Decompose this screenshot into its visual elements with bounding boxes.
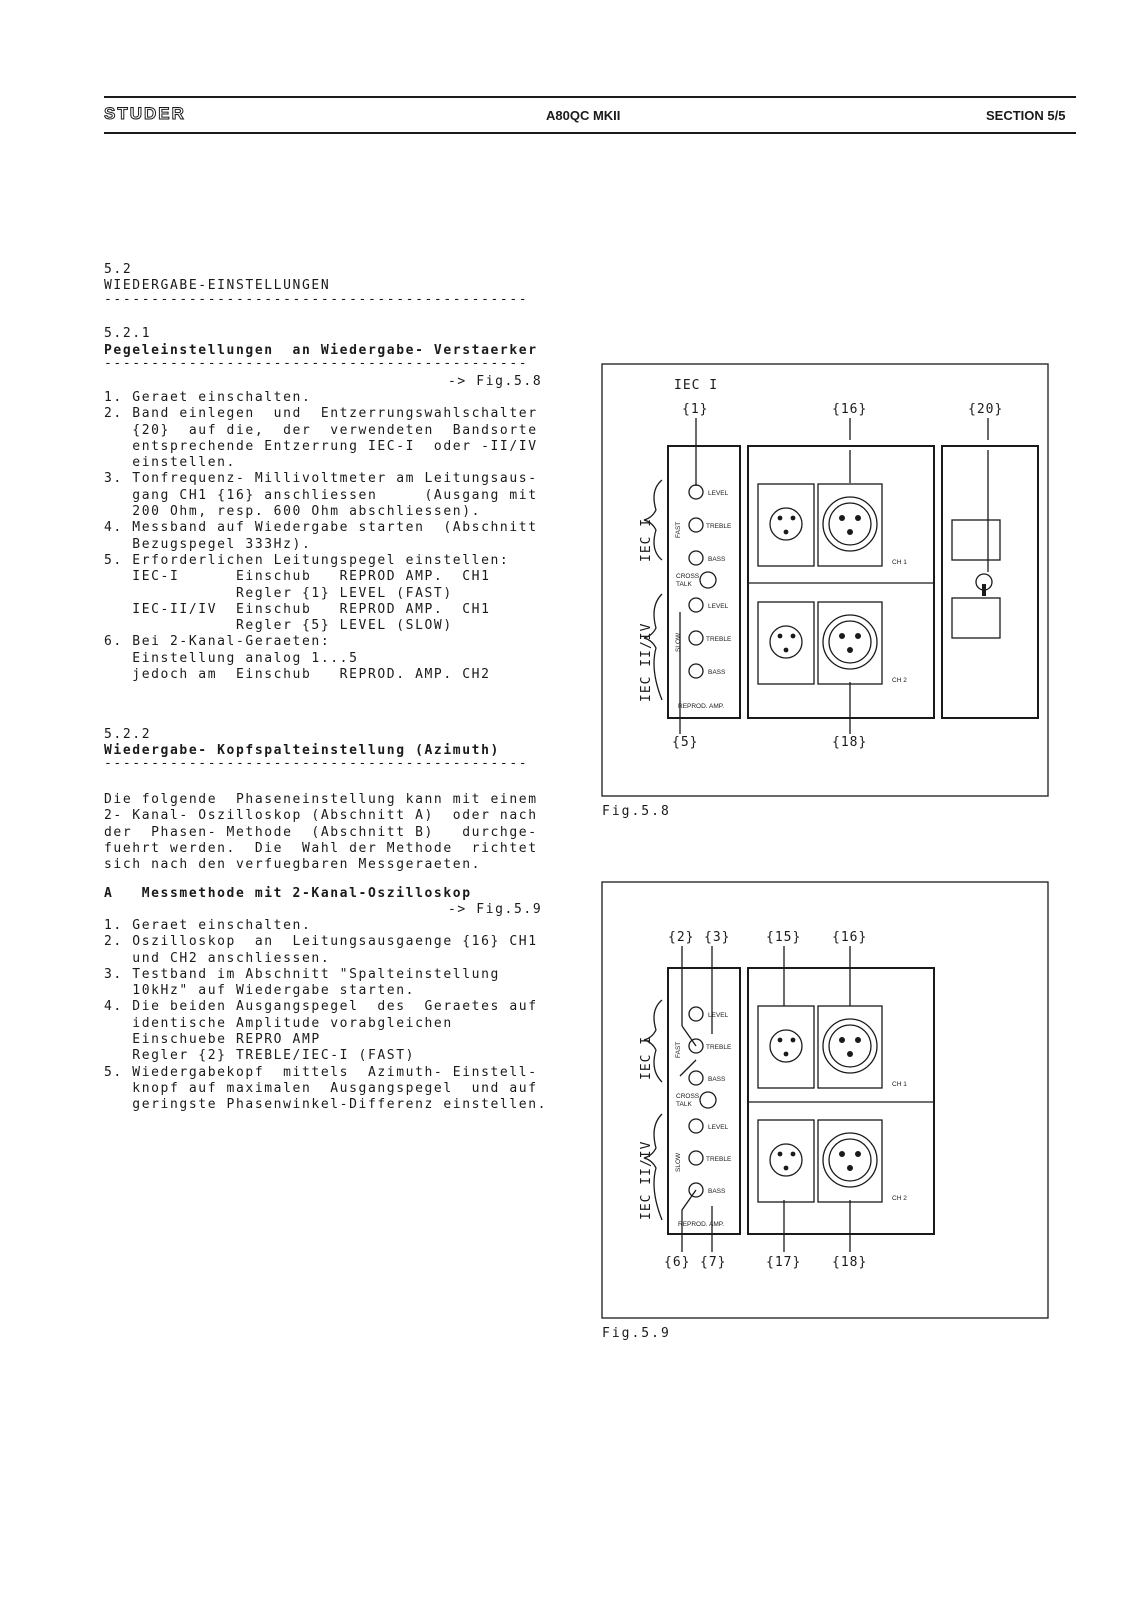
section-52-title: WIEDERGABE-EINSTELLUNGEN (104, 278, 331, 293)
callout-5: {5} (672, 735, 699, 750)
cross-label: CROSS (676, 1093, 700, 1100)
callout-16: {16} (832, 930, 868, 945)
callout-2: {2} (668, 930, 695, 945)
bass-label: BASS (708, 1076, 726, 1083)
slow-label: SLOW (675, 632, 682, 652)
callout-16: {16} (832, 402, 868, 417)
side-label-iec-ii-iv: IEC II/IV (639, 1140, 654, 1220)
step-line: und CH2 anschliessen. (104, 950, 331, 966)
level-label: LEVEL (708, 490, 729, 497)
reprod-amp-label: REPROD. AMP. (678, 703, 725, 710)
bass-label: BASS (708, 669, 726, 676)
step-line: 200 Ohm, resp. 600 Ohm abschliessen). (104, 504, 482, 520)
figure-5-9 (600, 880, 1052, 1322)
step-line: 1. Geraet einschalten. (104, 390, 312, 405)
section-52-number: 5.2 (104, 262, 133, 277)
treble-label: TREBLE (706, 636, 732, 643)
figure-5-8 (600, 362, 1052, 800)
section-label: SECTION 5/5 (986, 108, 1066, 123)
callout-15: {15} (766, 930, 802, 945)
step-line: 5. Erforderlichen Leitungspegel einstellen: (104, 552, 510, 568)
step-line: Regler {2} TREBLE/IEC-I (FAST) (104, 1048, 416, 1064)
fast-label: FAST (675, 1041, 682, 1058)
model-title: A80QC MKII (546, 108, 621, 123)
talk-label: TALK (676, 581, 692, 588)
step-line: entsprechende Entzerrung IEC-I oder -II/IV (104, 438, 538, 454)
step-line: Regler {1} LEVEL (FAST) (104, 585, 453, 601)
method-a-steps (104, 918, 547, 1114)
side-label-iec-i: IEC I (639, 517, 654, 562)
callout-3: {3} (704, 930, 731, 945)
side-label-iec-i: IEC I (639, 1035, 654, 1080)
step-line: 5. Wiedergabekopf mittels Azimuth- Einstell- (104, 1064, 538, 1080)
treble-label: TREBLE (706, 1156, 732, 1163)
talk-label: TALK (676, 1101, 692, 1108)
step-line: knopf auf maximalen Ausgangspegel und auf (104, 1080, 538, 1096)
method-a-title: A Messmethode mit 2-Kanal-Oszilloskop (104, 886, 472, 901)
figure-5-8-caption: Fig.5.8 (602, 804, 671, 819)
step-line: einstellen. (104, 455, 236, 471)
step-line: IEC-II/IV Einschub REPROD AMP. CH1 (104, 601, 491, 617)
slow-label: SLOW (675, 1152, 682, 1172)
step-line: 3. Tonfrequenz- Millivoltmeter am Leitungsaus- (104, 471, 538, 487)
callout-6: {6} (664, 1255, 691, 1270)
step-line: 2. Oszilloskop an Leitungsausgaenge {16} CH1 (104, 934, 538, 950)
ch2-label: CH 2 (892, 677, 907, 684)
method-a-figure-ref: -> Fig.5.9 (448, 902, 543, 917)
step-line: geringste Phasenwinkel-Differenz einstellen. (104, 1097, 548, 1113)
iec-title: IEC I (674, 378, 719, 393)
paragraph-line: Die folgende Phaseneinstellung kann mit einem (104, 792, 538, 807)
section-522-paragraph (104, 792, 538, 873)
section-52-rule: --------------------------------------------- (104, 292, 529, 307)
step-line: 4. Messband auf Wiedergabe starten (Abschnitt (104, 520, 538, 536)
level-label: LEVEL (708, 603, 729, 610)
step-line: gang CH1 {16} anschliessen (Ausgang mit (104, 487, 538, 503)
callout-7: {7} (700, 1255, 727, 1270)
section-522-number: 5.2.2 (104, 727, 152, 742)
header-top-rule (104, 96, 1076, 98)
treble-label: TREBLE (706, 523, 732, 530)
step-line: {20} auf die, der verwendeten Bandsorte (104, 422, 538, 438)
step-line: IEC-I Einschub REPROD AMP. CH1 (104, 569, 491, 585)
ch2-label: CH 2 (892, 1195, 907, 1202)
header-bottom-rule (104, 132, 1076, 134)
section-521-title: Pegeleinstellungen an Wiedergabe- Verstaerker (104, 343, 538, 358)
step-line: Einstellung analog 1...5 (104, 650, 359, 666)
step-line: jedoch am Einschub REPROD. AMP. CH2 (104, 667, 491, 683)
section-521-steps (104, 390, 538, 683)
treble-label: TREBLE (706, 1044, 732, 1051)
callout-20: {20} (968, 402, 1004, 417)
step-line: 6. Bei 2-Kanal-Geraeten: (104, 634, 331, 650)
reprod-amp-label: REPROD. AMP. (678, 1221, 725, 1228)
section-522-rule: --------------------------------------------- (104, 756, 529, 771)
figure-5-9-caption: Fig.5.9 (602, 1326, 671, 1341)
bass-label: BASS (708, 1188, 726, 1195)
bass-label: BASS (708, 556, 726, 563)
step-line: 4. Die beiden Ausgangspegel des Geraetes auf (104, 999, 538, 1015)
section-521-figure-ref: -> Fig.5.8 (448, 374, 543, 389)
step-line: Bezugspegel 333Hz). (104, 536, 312, 552)
paragraph-line: fuehrt werden. Die Wahl der Methode richtet (104, 840, 538, 856)
section-521-rule: --------------------------------------------- (104, 356, 529, 371)
studer-logo: STUDER (104, 104, 186, 123)
step-line: 1. Geraet einschalten. (104, 918, 312, 933)
step-line: Regler {5} LEVEL (SLOW) (104, 618, 453, 634)
step-line: identische Amplitude vorabgleichen (104, 1015, 453, 1031)
level-label: LEVEL (708, 1124, 729, 1131)
ch1-label: CH 1 (892, 1081, 907, 1088)
paragraph-line: 2- Kanal- Oszilloskop (Abschnitt A) oder nach (104, 808, 538, 824)
fast-label: FAST (675, 521, 682, 538)
paragraph-line: sich nach den verfuegbaren Messgeraeten. (104, 857, 482, 873)
switch-panel (942, 446, 1038, 718)
section-521-number: 5.2.1 (104, 326, 152, 341)
side-label-iec-ii-iv: IEC II/IV (639, 622, 654, 702)
paragraph-line: der Phasen- Methode (Abschnitt B) durchge- (104, 824, 538, 840)
level-label: LEVEL (708, 1012, 729, 1019)
step-line: 10kHz" auf Wiedergabe starten. (104, 983, 416, 999)
section-522-title: Wiedergabe- Kopfspalteinstellung (Azimuth) (104, 743, 500, 758)
callout-18: {18} (832, 1255, 868, 1270)
step-line: 3. Testband im Abschnitt "Spalteinstellung (104, 966, 500, 982)
cross-label: CROSS (676, 573, 700, 580)
step-line: 2. Band einlegen und Entzerrungswahlschalter (104, 406, 538, 422)
callout-1: {1} (682, 402, 709, 417)
step-line: Einschuebe REPRO AMP (104, 1032, 321, 1048)
callout-18: {18} (832, 735, 868, 750)
callout-17: {17} (766, 1255, 802, 1270)
ch1-label: CH 1 (892, 559, 907, 566)
